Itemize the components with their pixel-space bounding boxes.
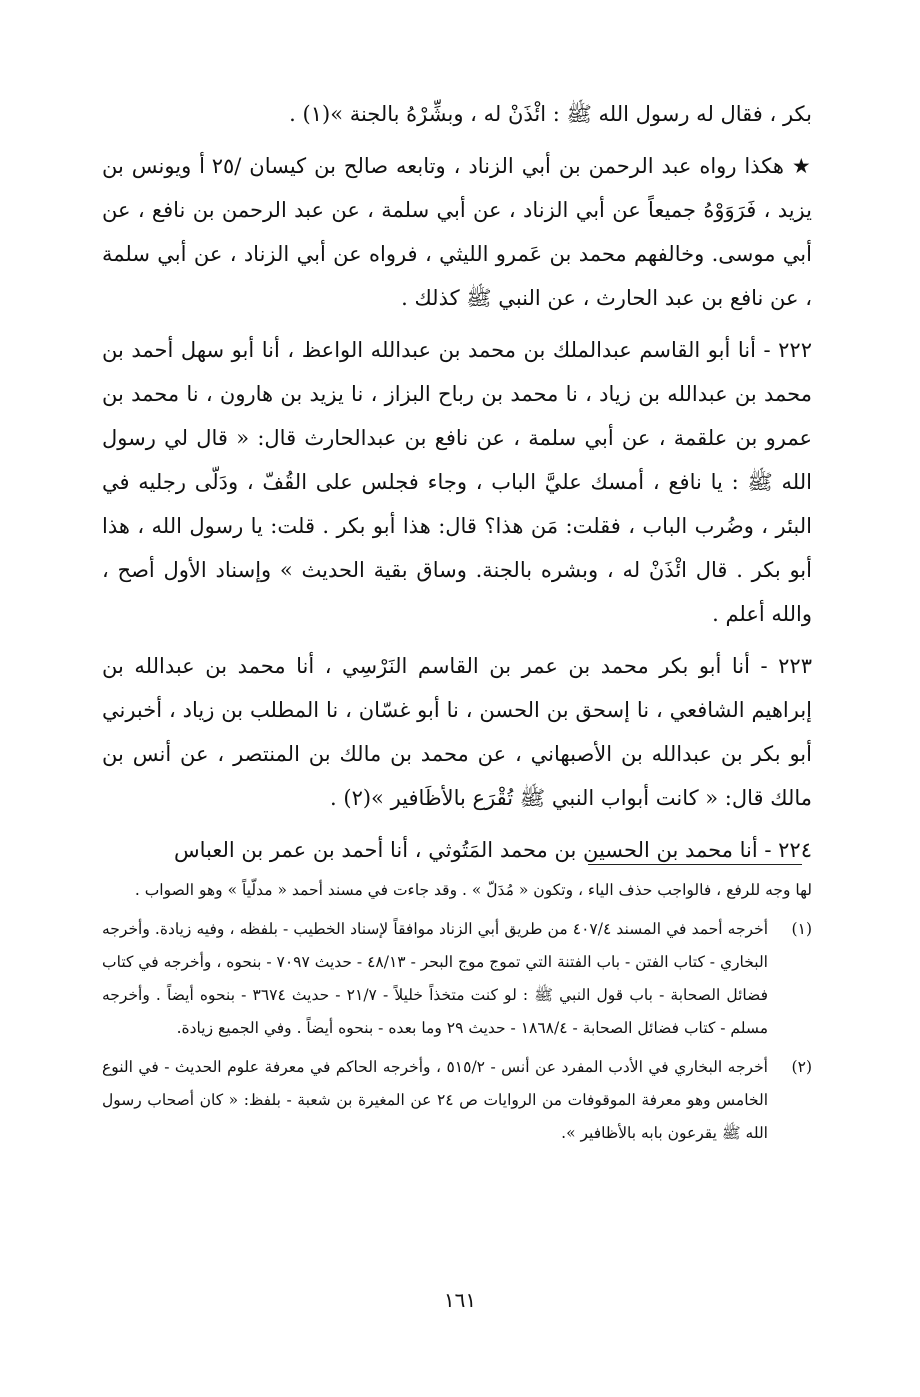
- footnotes-section: [102, 874, 812, 1156]
- paragraph-hadith-224: ٢٢٤ - أنا محمد بن الحسين بن محمد المَتُوثي ، أنا أحمد بن عمر بن العباس: [174, 838, 812, 862]
- footnote-number: (١): [791, 920, 812, 938]
- page-number: ١٦١: [443, 1288, 477, 1312]
- footnote-text: أخرجه البخاري في الأدب المفرد عن أنس - ٥١٥/٢ ، وأخرجه الحاكم في معرفة علوم الحديث - في النوع الخامس وهو معرفة الموقوفات من الروايات ص ٢٤ عن المغيرة بن شعبة - بلفظ: « كان أصحاب رسول الله ﷺ يقرعون بابه بالأظافير ».: [102, 1058, 768, 1142]
- paragraph-hadith-222: ٢٢٢ - أنا أبو القاسم عبدالملك بن محمد بن عبدالله الواعظ ، أنا أبو سهل أحمد بن محمد بن عبدالله بن زياد ، نا محمد بن رباح البزاز ، نا يزيد بن هارون ، نا محمد بن عمرو بن علقمة ، عن أبي سلمة ، عن نافع بن عبدالحارث قال: « قال لي رسول الله ﷺ : يا نافع ، أمسك عليَّ الباب ، وجاء فجلس على القُفّ ، ودَلّى رجليه في البئر ، وضُرب الباب ، فقلت: مَن هذا؟ قال: هذا أبو بكر . قلت: يا رسول الله ، هذا أبو بكر . قال ائْذَنْ له ، وبشره بالجنة. وساق بقية الحديث » وإسناد الأول أصح ، والله أعلم .: [102, 338, 812, 626]
- footnote-number: (٢): [791, 1058, 812, 1076]
- paragraph-commentary: ★ هكذا رواه عبد الرحمن بن أبي الزناد ، وتابعه صالح بن كيسان /٢٥ أ ويونس بن يزيد ، فَرَوَوْهُ جميعاً عن أبي الزناد ، عن أبي سلمة ، عن عبد الرحمن بن نافع ، عن أبي موسى. وخالفهم محمد بن عَمرو الليثي ، فرواه عن أبي الزناد ، عن أبي سلمة ، عن نافع بن عبد الحارث ، عن النبي ﷺ كذلك .: [102, 154, 812, 310]
- footnote-text: أخرجه أحمد في المسند ٤٠٧/٤ من طريق أبي الزناد موافقاً لإسناد الخطيب - بلفظه ، وفيه زيادة. وأخرجه البخاري - كتاب الفتن - باب الفتنة التي تموج موج البحر - ٤٨/١٣ - حديث ٧٠٩٧ - بنحوه ، وأخرجه في كتاب فضائل الصحابة - باب قول النبي ﷺ : لو كنت متخذاً خليلاً - ٢١/٧ - حديث ٣٦٧٤ - بنحوه أيضاً . وأخرجه مسلم - كتاب فضائل الصحابة - ١٨٦٨/٤ - حديث ٢٩ وما بعده - بنحوه أيضاً . وفي الجميع زيادة.: [102, 920, 768, 1037]
- paragraph-hadith-223: ٢٢٣ - أنا أبو بكر محمد بن عمر بن القاسم النَرْسِي ، أنا محمد بن عبدالله بن إبراهيم الشافعي ، نا إسحق بن الحسن ، نا أبو غسّان ، نا المطلب بن زياد ، أخبرني أبو بكر بن عبدالله بن الأصبهاني ، عن محمد بن مالك بن المنتصر ، عن أنس بن مالك قال: « كانت أبواب النبي ﷺ تُقْرَع بالأظَافير »(٢) .: [102, 654, 812, 810]
- footnote-divider: [588, 864, 802, 865]
- footnote-continuation: لها وجه للرفع ، فالواجب حذف الياء ، وتكون « مُدَلّ » . وقد جاءت في مسند أحمد « مدلّياً » وهو الصواب .: [134, 881, 812, 899]
- main-text: [102, 92, 812, 880]
- footnote-2: [102, 1051, 812, 1150]
- paragraph-continuation: بكر ، فقال له رسول الله ﷺ : ائْذَنْ له ، وبشِّرْهُ بالجنة »(١) .: [289, 102, 812, 126]
- footnote-1: [102, 913, 812, 1045]
